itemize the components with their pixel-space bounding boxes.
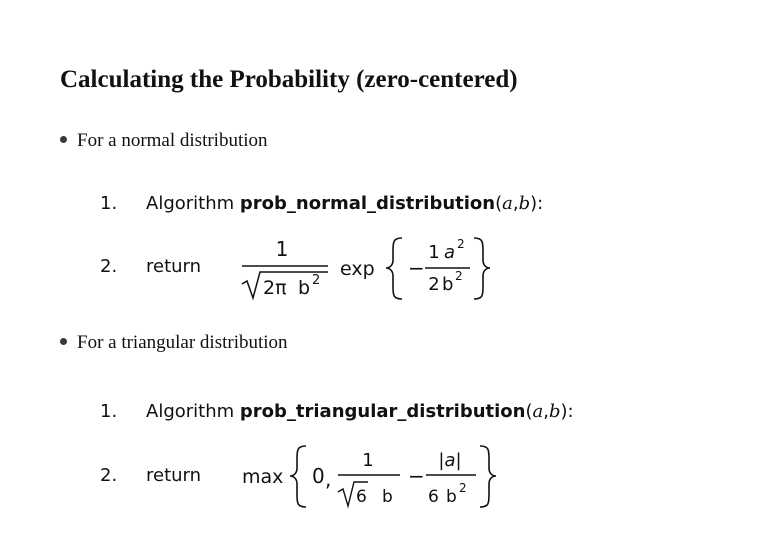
a-variable: a	[444, 242, 456, 263]
arg-b: b	[548, 401, 561, 422]
return-line-triangular	[100, 465, 201, 486]
bullet-normal-distribution	[60, 130, 268, 152]
algorithm-line-normal	[100, 193, 543, 214]
formula-numerator: 1	[275, 237, 289, 261]
args-open: (	[525, 401, 533, 422]
frac-num: 1	[428, 242, 440, 263]
line-number: 2.	[100, 256, 118, 277]
frac-den: 2	[428, 274, 440, 295]
return-keyword: return	[146, 256, 202, 277]
zero-value: 0	[312, 464, 325, 488]
b-squared: 2	[312, 273, 321, 288]
algorithm-keyword: Algorithm	[146, 193, 235, 214]
line-number: 1.	[100, 193, 118, 214]
args-comma: ,	[543, 401, 549, 422]
arg-a: a	[532, 401, 544, 422]
triangular-formula	[240, 440, 500, 512]
minus-sign: −	[408, 464, 425, 488]
two-pi: 2π	[263, 277, 287, 299]
bullet-triangular-distribution	[60, 332, 288, 354]
bullet-dot-icon	[60, 338, 67, 345]
args-close: ):	[530, 193, 544, 214]
b-variable: b	[298, 277, 311, 299]
bullet-text: For a normal distribution	[77, 130, 268, 151]
b-variable: b	[382, 487, 393, 507]
page-title: Calculating the Probability (zero-centered)	[60, 66, 518, 93]
right-brace-icon	[480, 446, 496, 507]
left-brace-icon	[386, 238, 402, 299]
return-keyword: return	[146, 465, 202, 486]
a-squared: 2	[457, 237, 465, 251]
algorithm-line-triangular	[100, 401, 574, 422]
minus-sign: −	[408, 256, 425, 280]
args-comma: ,	[512, 193, 519, 214]
return-line-normal	[100, 256, 201, 277]
normal-formula	[236, 232, 496, 304]
algorithm-keyword: Algorithm	[146, 401, 235, 422]
b-variable: b	[446, 487, 457, 507]
six-value: 6	[356, 487, 367, 507]
max-function: max	[242, 466, 284, 488]
bullet-text: For a triangular distribution	[77, 332, 288, 353]
args-close: ):	[560, 401, 574, 422]
abs-a: |a|	[438, 450, 462, 471]
line-number: 2.	[100, 465, 118, 486]
arg-a: a	[502, 193, 513, 214]
formula-numerator: 1	[362, 450, 374, 471]
b-variable: b	[442, 274, 454, 295]
right-brace-icon	[474, 238, 490, 299]
function-name: prob_triangular_distribution	[239, 401, 526, 422]
function-name: prob_normal_distribution	[239, 193, 496, 214]
exp-function: exp	[340, 258, 375, 280]
b-squared: 2	[455, 269, 463, 283]
left-brace-icon	[290, 446, 306, 507]
b-squared: 2	[459, 481, 467, 495]
bullet-dot-icon	[60, 136, 67, 143]
args-open: (	[495, 193, 503, 214]
line-number: 1.	[100, 401, 118, 422]
arg-b: b	[518, 193, 531, 214]
den-six: 6	[428, 487, 439, 507]
comma: ,	[325, 467, 332, 491]
